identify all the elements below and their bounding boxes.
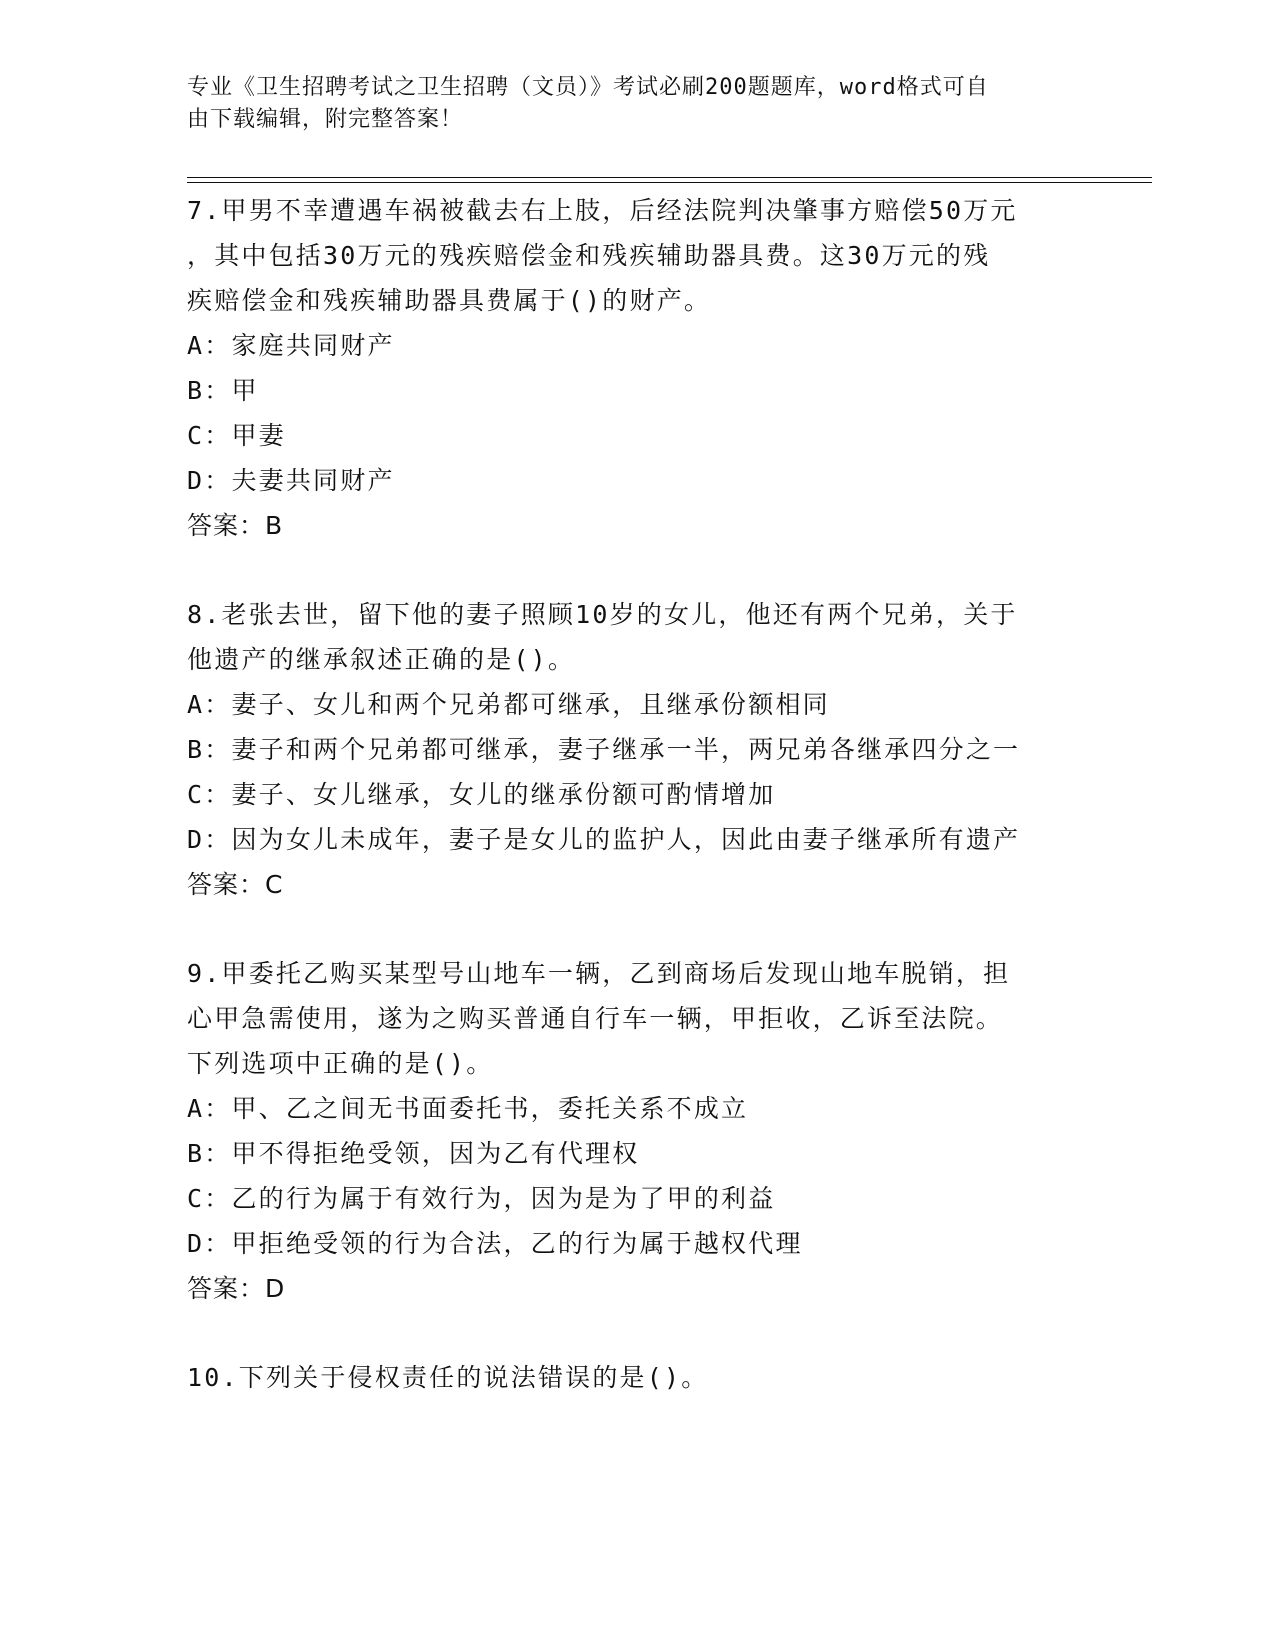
question-stem-line: 他遗产的继承叙述正确的是()。 xyxy=(187,645,576,674)
question-stem-line: 疾赔偿金和残疾辅助器具费属于()的财产。 xyxy=(187,286,712,315)
option-c: C：妻子、女儿继承，女儿的继承份额可酌情增加 xyxy=(187,780,776,809)
option-b: B：妻子和两个兄弟都可继承，妻子继承一半，两兄弟各继承四分之一 xyxy=(187,735,1021,764)
header-divider-top xyxy=(187,177,1152,178)
question-stem-line: 心甲急需使用，遂为之购买普通自行车一辆，甲拒收，乙诉至法院。 xyxy=(187,1004,1004,1033)
header-line-2: 由下载编辑，附完整答案！ xyxy=(187,107,464,132)
header-line-1: 专业《卫生招聘考试之卫生招聘（文员）》考试必刷200题题库，word格式可自 xyxy=(187,75,989,100)
question-stem-line: ，其中包括30万元的残疾赔偿金和残疾辅助器具费。这30万元的残 xyxy=(187,241,991,270)
question-list xyxy=(187,188,1087,1444)
question-8 xyxy=(187,592,1087,907)
option-a: A：甲、乙之间无书面委托书，委托关系不成立 xyxy=(187,1094,749,1123)
document-header xyxy=(187,72,1087,136)
answer-label: 答案：C xyxy=(187,870,284,899)
question-stem-line: 9.甲委托乙购买某型号山地车一辆，乙到商场后发现山地车脱销，担 xyxy=(187,959,1011,988)
option-d: D：因为女儿未成年，妻子是女儿的监护人，因此由妻子继承所有遗产 xyxy=(187,825,1021,854)
option-b: B：甲 xyxy=(187,376,259,405)
question-stem-line: 8.老张去世，留下他的妻子照顾10岁的女儿，他还有两个兄弟，关于 xyxy=(187,600,1018,629)
header-divider-bottom xyxy=(187,182,1152,183)
question-7 xyxy=(187,188,1087,548)
question-9 xyxy=(187,951,1087,1311)
answer-label: 答案：B xyxy=(187,511,284,540)
question-stem-line: 7.甲男不幸遭遇车祸被截去右上肢，后经法院判决肇事方赔偿50万元 xyxy=(187,196,1018,225)
question-10 xyxy=(187,1355,1087,1400)
question-stem-line: 下列选项中正确的是()。 xyxy=(187,1049,494,1078)
question-stem-line: 10.下列关于侵权责任的说法错误的是()。 xyxy=(187,1363,709,1392)
option-a: A：家庭共同财产 xyxy=(187,331,395,360)
option-c: C：乙的行为属于有效行为，因为是为了甲的利益 xyxy=(187,1184,776,1213)
option-a: A：妻子、女儿和两个兄弟都可继承，且继承份额相同 xyxy=(187,690,830,719)
option-d: D：夫妻共同财产 xyxy=(187,466,395,495)
answer-label: 答案：D xyxy=(187,1274,286,1303)
option-d: D：甲拒绝受领的行为合法，乙的行为属于越权代理 xyxy=(187,1229,803,1258)
option-c: C：甲妻 xyxy=(187,421,286,450)
option-b: B：甲不得拒绝受领，因为乙有代理权 xyxy=(187,1139,640,1168)
